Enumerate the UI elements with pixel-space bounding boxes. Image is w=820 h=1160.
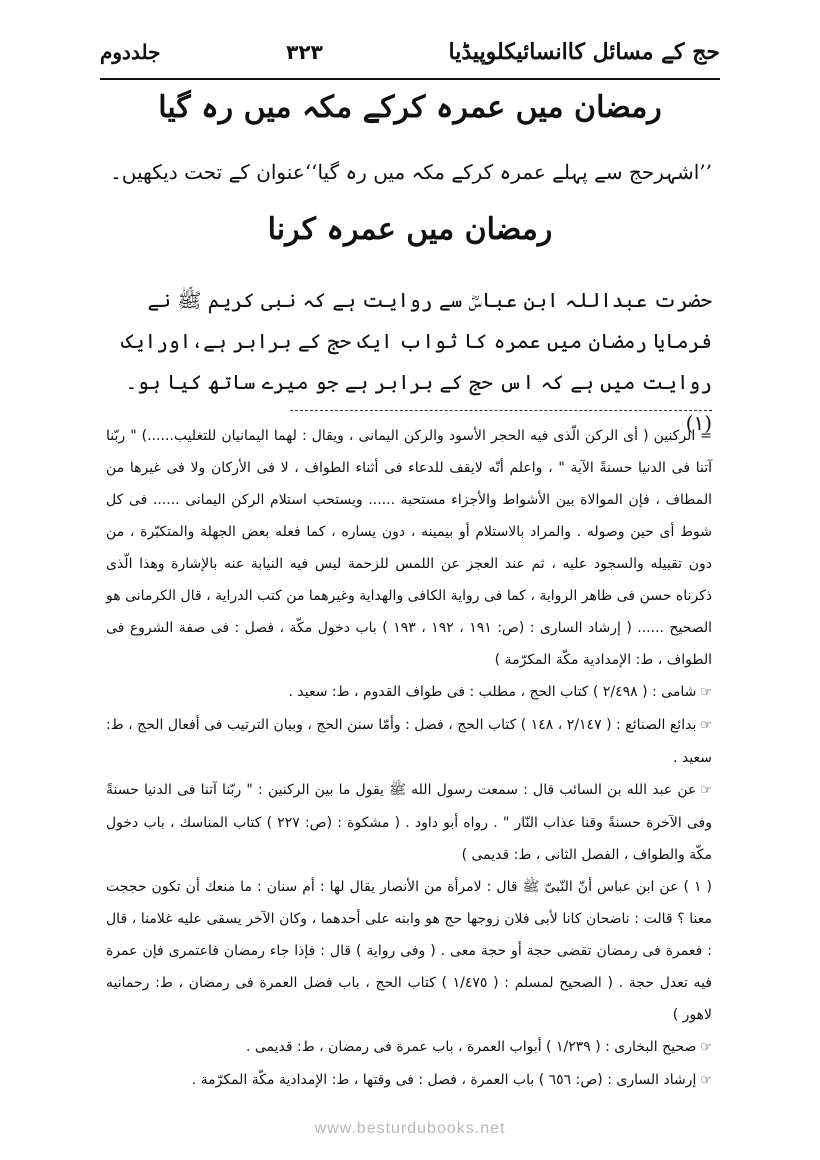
page-header	[100, 30, 720, 74]
section-title-2: رمضان میں عمرہ کرنا	[267, 212, 553, 247]
volume-label: جلددوم	[100, 40, 161, 64]
footnote-paragraph: = الركنين ( أى الركن الّذى فيه الحجر الأسود والركن اليمانى ، ويقال : لهما اليمانيان للتغليب......) " ربّنا آتنا فى الدنيا حسنةً الآية " ، واعلم أنّه لايقف للدعاء فى أثناء الطواف ، لا فى الأركان ولا فى غيرها من المطاف ، فإن الموالاة بين الأشواط والأجزاء مستحبة ...... ويستحب استلام الركن اليمانى ...... فى كل شوط أى حين وصوله . والمراد بالاستلام أو بيمينه ، دون يساره ، كما فعله بعض الجهلة والمتكبّرة ، من دون تقبيله والسجود عليه ، ثم عند العجز عن اللمس للزحمة ليس فيه النيابة عنه بالإشارة وهذا الّذى ذكرناه حسن فى ظاهر الرواية ، كما فى رواية الكافى والهداية وغيرهما من كتب الدراية ، قال الكرمانى هو الصحيح ...... ( إرشاد السارى : (ص: ١٩١ ، ١٩٢ ، ١٩٣ ) باب دخول مكّة ، فصل : فى صفة الشروع فى الطواف ، ط: الإمدادية مكّة المكرّمة )	[106, 428, 713, 668]
header-divider	[100, 78, 720, 80]
footnote-text: بدائع الصنائع : ( ٢/١٤٧ ، ١٤٨ ) كتاب الحج ، فصل : وأمّا سنن الحج ، وبيان الترتيب فى أفعال الحج ، ط: سعيد .	[106, 717, 712, 766]
hand-pointer-icon: ☞	[700, 685, 712, 700]
section-body-2: حضرت عبداللہ ابن عباسؓ سے روایت ہے کہ نبی کریم ﷺ نے فرمایا رمضان میں عمرہ کا ثواب ایک حج کے برابر ہے،اورایک روایت میں ہے کہ اس حج کے برابر ہے جو میرے ساتھ کیا ہو۔(۱)	[121, 288, 712, 435]
hand-pointer-icon: ☞	[700, 1073, 712, 1088]
section-subtitle-1: ’’اشہرحج سے پہلے عمرہ کرکے مکہ میں رہ گیا‘‘عنوان کے تحت دیکھیں۔	[110, 160, 712, 184]
footnote-reference	[106, 774, 712, 871]
footnote-text: إرشاد السارى : (ص: ٦٥٦ ) باب العمرة ، فصل : فى وقتها ، ط: الإمدادية مكّة المكرّمة .	[191, 1072, 697, 1088]
footnote-text: عن عبد الله بن السائب قال : سمعت رسول الله ﷺ يقول ما بين الركنين : " ربّنا آتنا فى الدنيا حسنةً وفى الآخرة حسنةً وقنا عذاب النّار " . رواه أبو داود . ( مشكوة : (ص: ٢٢٧ ) كتاب المناسك ، باب دخول مكّة والطواف ، الفصل الثانى ، ط: قديمى )	[106, 782, 712, 863]
footnote-reference	[106, 1064, 712, 1097]
page-number: ۳۲۳	[286, 40, 323, 64]
footnotes	[106, 420, 712, 1097]
book-title: حج کے مسائل کاانسائیکلوپیڈیا	[448, 39, 720, 65]
footnote-text: صحيح البخارى : ( ١/٢٣٩ ) أبواب العمرة ، باب عمرة فى رمضان ، ط: قديمى .	[245, 1039, 697, 1055]
footnote-reference	[106, 709, 712, 774]
section-title-1: رمضان میں عمرہ کرکے مکہ میں رہ گیا	[158, 90, 662, 125]
footnote-reference	[106, 676, 712, 709]
footnote-paragraph: ( ١ ) عن ابن عباس أنّ النّبىّ ﷺ قال : لامرأة من الأنصار يقال لها : أم سنان : ما منعك أن تكون حججت معنا ؟ قالت : ناضحان كانا لأبى فلان زوجها حج هو وابنه على أحدهما ، وكان الآخر يسقى عليه غلامنا ، قال : فعمرة فى رمضان تقضى حجة أو حجة معى . ( وفى رواية ) قال : فإذا جاء رمضان فاعتمرى فإن عمرة فيه تعدل حجة . ( الصحيح لمسلم : ( ١/٤٧٥ ) كتاب الحج ، باب فضل العمرة فى رمضان ، ط: رحمانيه لاهور )	[106, 879, 712, 1023]
footnote-text: شامى : ( ٢/٤٩٨ ) كتاب الحج ، مطلب : فى طواف القدوم ، ط: سعيد .	[288, 684, 697, 700]
hand-pointer-icon: ☞	[700, 718, 712, 733]
footnote-reference	[106, 1031, 712, 1064]
website-watermark: www.besturdubooks.net	[314, 1120, 506, 1137]
hand-pointer-icon: ☞	[700, 1040, 712, 1055]
hand-pointer-icon: ☞	[700, 783, 712, 798]
footnote-divider	[290, 410, 712, 411]
